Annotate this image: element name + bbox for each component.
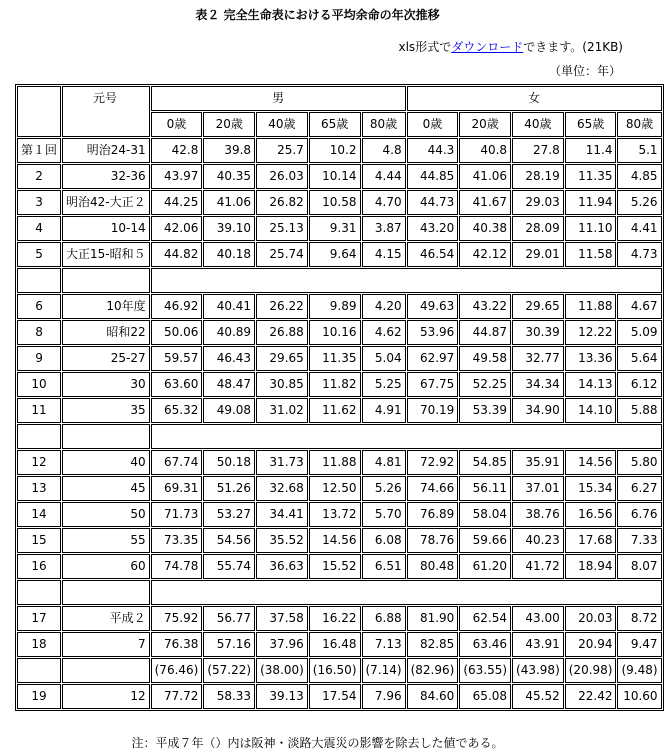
male-life-expectancy-cell: 53.27: [203, 502, 255, 527]
male-life-expectancy-cell: 74.78: [151, 554, 203, 579]
male-life-expectancy-cell: 76.38: [151, 632, 203, 657]
male-life-expectancy-cell: 44.82: [151, 242, 203, 267]
male-life-expectancy-cell: 11.35: [309, 346, 361, 371]
male-life-expectancy-cell: 11.62: [309, 398, 361, 423]
table-row: [17, 554, 662, 579]
survey-period: 12: [62, 684, 150, 709]
female-life-expectancy-cell: 43.00: [512, 606, 564, 631]
female-life-expectancy-cell: 8.72: [617, 606, 661, 631]
female-life-expectancy-cell: 28.09: [512, 216, 564, 241]
female-life-expectancy-cell: 22.42: [565, 684, 617, 709]
survey-number: 15: [17, 528, 61, 553]
header-male: 男: [151, 86, 406, 111]
female-life-expectancy-cell: 44.73: [407, 190, 459, 215]
female-life-expectancy-cell: 62.97: [407, 346, 459, 371]
male-life-expectancy-cell: 77.72: [151, 684, 203, 709]
female-life-expectancy-cell: 30.39: [512, 320, 564, 345]
female-life-expectancy-cell: 15.34: [565, 476, 617, 501]
male-life-expectancy-cell: (16.50): [309, 658, 361, 683]
table-row: [17, 450, 662, 475]
male-life-expectancy-cell: 11.88: [309, 450, 361, 475]
male-life-expectancy-cell: 65.32: [151, 398, 203, 423]
male-life-expectancy-cell: 4.15: [362, 242, 406, 267]
female-life-expectancy-cell: 11.35: [565, 164, 617, 189]
female-life-expectancy-cell: 52.25: [459, 372, 511, 397]
survey-number: 3: [17, 190, 61, 215]
header-no-cell: [17, 86, 61, 137]
table-row: [17, 164, 662, 189]
header-female-age: 0歳: [407, 112, 459, 137]
female-life-expectancy-cell: 14.10: [565, 398, 617, 423]
survey-period: 25-27: [62, 346, 150, 371]
male-life-expectancy-cell: 15.52: [309, 554, 361, 579]
female-life-expectancy-cell: (82.96): [407, 658, 459, 683]
female-life-expectancy-cell: 11.10: [565, 216, 617, 241]
female-life-expectancy-cell: 11.94: [565, 190, 617, 215]
female-life-expectancy-cell: 82.85: [407, 632, 459, 657]
life-expectancy-table: [15, 84, 664, 711]
female-life-expectancy-cell: 44.3: [407, 138, 459, 163]
female-life-expectancy-cell: 59.66: [459, 528, 511, 553]
survey-period: 40: [62, 450, 150, 475]
male-life-expectancy-cell: 50.18: [203, 450, 255, 475]
female-life-expectancy-cell: 37.01: [512, 476, 564, 501]
male-life-expectancy-cell: 16.22: [309, 606, 361, 631]
female-life-expectancy-cell: 11.88: [565, 294, 617, 319]
header-female-age: 65歳: [565, 112, 617, 137]
female-life-expectancy-cell: 5.26: [617, 190, 661, 215]
male-life-expectancy-cell: 51.26: [203, 476, 255, 501]
survey-period: 30: [62, 372, 150, 397]
header-female-age: 80歳: [617, 112, 661, 137]
female-life-expectancy-cell: 78.76: [407, 528, 459, 553]
male-life-expectancy-cell: 75.92: [151, 606, 203, 631]
male-life-expectancy-cell: 67.74: [151, 450, 203, 475]
male-life-expectancy-cell: 39.10: [203, 216, 255, 241]
male-life-expectancy-cell: 55.74: [203, 554, 255, 579]
male-life-expectancy-cell: 5.25: [362, 372, 406, 397]
male-life-expectancy-cell: 35.52: [256, 528, 308, 553]
download-link[interactable]: ダウンロード: [451, 40, 524, 54]
table-row: [17, 398, 662, 423]
male-life-expectancy-cell: 9.31: [309, 216, 361, 241]
female-life-expectancy-cell: 49.58: [459, 346, 511, 371]
female-life-expectancy-cell: 4.85: [617, 164, 661, 189]
download-prefix: xls形式で: [398, 40, 452, 54]
unit-label: （単位：年）: [548, 64, 621, 78]
table-row: [17, 138, 662, 163]
male-life-expectancy-cell: 39.8: [203, 138, 255, 163]
table-row: [17, 372, 662, 397]
female-life-expectancy-cell: (63.55): [459, 658, 511, 683]
female-life-expectancy-cell: 9.47: [617, 632, 661, 657]
table-row: [17, 320, 662, 345]
female-life-expectancy-cell: 56.11: [459, 476, 511, 501]
female-life-expectancy-cell: 84.60: [407, 684, 459, 709]
table-row: [17, 632, 662, 657]
survey-number: 8: [17, 320, 61, 345]
survey-number: 第１回: [17, 138, 61, 163]
female-life-expectancy-cell: 53.96: [407, 320, 459, 345]
table-row: [17, 476, 662, 501]
survey-number: 17: [17, 606, 61, 631]
header-female: 女: [407, 86, 662, 111]
male-life-expectancy-cell: 31.73: [256, 450, 308, 475]
male-life-expectancy-cell: 29.65: [256, 346, 308, 371]
female-life-expectancy-cell: 43.22: [459, 294, 511, 319]
male-life-expectancy-cell: 6.51: [362, 554, 406, 579]
spacer-cell: [62, 268, 150, 293]
header-male-age: 20歳: [203, 112, 255, 137]
female-life-expectancy-cell: 11.58: [565, 242, 617, 267]
female-life-expectancy-cell: 41.06: [459, 164, 511, 189]
male-life-expectancy-cell: 73.35: [151, 528, 203, 553]
female-life-expectancy-cell: 5.09: [617, 320, 661, 345]
male-life-expectancy-cell: 14.56: [309, 528, 361, 553]
female-life-expectancy-cell: 34.90: [512, 398, 564, 423]
female-life-expectancy-cell: 40.23: [512, 528, 564, 553]
male-life-expectancy-cell: 56.77: [203, 606, 255, 631]
male-life-expectancy-cell: 4.44: [362, 164, 406, 189]
female-life-expectancy-cell: (20.98): [565, 658, 617, 683]
male-life-expectancy-cell: 40.41: [203, 294, 255, 319]
female-life-expectancy-cell: 5.88: [617, 398, 661, 423]
female-life-expectancy-cell: 6.12: [617, 372, 661, 397]
female-life-expectancy-cell: 41.72: [512, 554, 564, 579]
survey-number: 10: [17, 372, 61, 397]
female-life-expectancy-cell: 45.52: [512, 684, 564, 709]
female-life-expectancy-cell: 46.54: [407, 242, 459, 267]
male-life-expectancy-cell: 37.58: [256, 606, 308, 631]
male-life-expectancy-cell: 10.14: [309, 164, 361, 189]
male-life-expectancy-cell: 3.87: [362, 216, 406, 241]
female-life-expectancy-cell: 40.8: [459, 138, 511, 163]
male-life-expectancy-cell: 4.70: [362, 190, 406, 215]
download-suffix: できます。(21KB): [523, 40, 623, 54]
spacer-row: [17, 424, 662, 449]
male-life-expectancy-cell: 4.8: [362, 138, 406, 163]
female-life-expectancy-cell: 61.20: [459, 554, 511, 579]
female-life-expectancy-cell: 5.1: [617, 138, 661, 163]
table-row: [17, 190, 662, 215]
female-life-expectancy-cell: 34.34: [512, 372, 564, 397]
female-life-expectancy-cell: 53.39: [459, 398, 511, 423]
female-life-expectancy-cell: 14.13: [565, 372, 617, 397]
female-life-expectancy-cell: 8.07: [617, 554, 661, 579]
female-life-expectancy-cell: 4.67: [617, 294, 661, 319]
survey-period: 平成２: [62, 606, 150, 631]
female-life-expectancy-cell: 4.73: [617, 242, 661, 267]
male-life-expectancy-cell: 26.22: [256, 294, 308, 319]
table-row: [17, 606, 662, 631]
table-row: [17, 216, 662, 241]
survey-period: 50: [62, 502, 150, 527]
male-life-expectancy-cell: 25.7: [256, 138, 308, 163]
male-life-expectancy-cell: (57.22): [203, 658, 255, 683]
footnote: 注：平成７年（）内は阪神・淡路大震災の影響を除去した値である。: [131, 736, 504, 750]
spacer-row: [17, 580, 662, 605]
header-male-age: 65歳: [309, 112, 361, 137]
female-life-expectancy-cell: 41.67: [459, 190, 511, 215]
male-life-expectancy-cell: 46.43: [203, 346, 255, 371]
header-male-age: 0歳: [151, 112, 203, 137]
female-life-expectancy-cell: 28.19: [512, 164, 564, 189]
female-life-expectancy-cell: 11.4: [565, 138, 617, 163]
spacer-row: [17, 268, 662, 293]
male-life-expectancy-cell: 36.63: [256, 554, 308, 579]
female-life-expectancy-cell: 4.41: [617, 216, 661, 241]
header-female-age: 20歳: [459, 112, 511, 137]
female-life-expectancy-cell: 12.22: [565, 320, 617, 345]
male-life-expectancy-cell: 44.25: [151, 190, 203, 215]
survey-period: 35: [62, 398, 150, 423]
male-life-expectancy-cell: 5.70: [362, 502, 406, 527]
female-life-expectancy-cell: 80.48: [407, 554, 459, 579]
female-life-expectancy-cell: 49.63: [407, 294, 459, 319]
table-row: [17, 346, 662, 371]
male-life-expectancy-cell: 41.06: [203, 190, 255, 215]
table-row: [17, 684, 662, 709]
male-life-expectancy-cell: (76.46): [151, 658, 203, 683]
header-male-age: 80歳: [362, 112, 406, 137]
female-life-expectancy-cell: 13.36: [565, 346, 617, 371]
female-life-expectancy-cell: 18.94: [565, 554, 617, 579]
male-life-expectancy-cell: 13.72: [309, 502, 361, 527]
survey-number: 11: [17, 398, 61, 423]
female-life-expectancy-cell: 29.01: [512, 242, 564, 267]
table-row: [17, 294, 662, 319]
male-life-expectancy-cell: 30.85: [256, 372, 308, 397]
survey-number: [17, 658, 61, 683]
download-line: [399, 38, 624, 55]
male-life-expectancy-cell: 26.88: [256, 320, 308, 345]
female-life-expectancy-cell: 29.03: [512, 190, 564, 215]
male-life-expectancy-cell: 40.35: [203, 164, 255, 189]
female-life-expectancy-cell: 16.56: [565, 502, 617, 527]
survey-number: 16: [17, 554, 61, 579]
male-life-expectancy-cell: 39.13: [256, 684, 308, 709]
male-life-expectancy-cell: 46.92: [151, 294, 203, 319]
male-life-expectancy-cell: 34.41: [256, 502, 308, 527]
female-life-expectancy-cell: (43.98): [512, 658, 564, 683]
female-life-expectancy-cell: 67.75: [407, 372, 459, 397]
male-life-expectancy-cell: 43.97: [151, 164, 203, 189]
male-life-expectancy-cell: 26.82: [256, 190, 308, 215]
table-row: [17, 242, 662, 267]
spacer-cell: [62, 424, 150, 449]
survey-period: 10年度: [62, 294, 150, 319]
female-life-expectancy-cell: 14.56: [565, 450, 617, 475]
male-life-expectancy-cell: 71.73: [151, 502, 203, 527]
female-life-expectancy-cell: 72.92: [407, 450, 459, 475]
survey-period: [62, 658, 150, 683]
male-life-expectancy-cell: 4.62: [362, 320, 406, 345]
male-life-expectancy-cell: 5.26: [362, 476, 406, 501]
male-life-expectancy-cell: (38.00): [256, 658, 308, 683]
female-life-expectancy-cell: 32.77: [512, 346, 564, 371]
survey-period: 明治42-大正２: [62, 190, 150, 215]
female-life-expectancy-cell: 44.87: [459, 320, 511, 345]
male-life-expectancy-cell: 7.13: [362, 632, 406, 657]
male-life-expectancy-cell: 49.08: [203, 398, 255, 423]
spacer-cell: [151, 580, 662, 605]
female-life-expectancy-cell: 62.54: [459, 606, 511, 631]
male-life-expectancy-cell: 42.8: [151, 138, 203, 163]
male-life-expectancy-cell: 59.57: [151, 346, 203, 371]
header-era: 元号: [62, 86, 150, 137]
male-life-expectancy-cell: 63.60: [151, 372, 203, 397]
male-life-expectancy-cell: 6.08: [362, 528, 406, 553]
male-life-expectancy-cell: 4.81: [362, 450, 406, 475]
female-life-expectancy-cell: 10.60: [617, 684, 661, 709]
male-life-expectancy-cell: 48.47: [203, 372, 255, 397]
survey-number: 9: [17, 346, 61, 371]
female-life-expectancy-cell: 5.64: [617, 346, 661, 371]
male-life-expectancy-cell: 10.58: [309, 190, 361, 215]
female-life-expectancy-cell: 20.94: [565, 632, 617, 657]
male-life-expectancy-cell: 42.06: [151, 216, 203, 241]
female-life-expectancy-cell: 5.80: [617, 450, 661, 475]
survey-period: 7: [62, 632, 150, 657]
female-life-expectancy-cell: 65.08: [459, 684, 511, 709]
male-life-expectancy-cell: 4.20: [362, 294, 406, 319]
female-life-expectancy-cell: 43.91: [512, 632, 564, 657]
male-life-expectancy-cell: 69.31: [151, 476, 203, 501]
female-life-expectancy-cell: 76.89: [407, 502, 459, 527]
female-life-expectancy-cell: 7.33: [617, 528, 661, 553]
spacer-cell: [62, 580, 150, 605]
spacer-cell: [151, 424, 662, 449]
male-life-expectancy-cell: 50.06: [151, 320, 203, 345]
survey-number: 13: [17, 476, 61, 501]
female-life-expectancy-cell: 6.27: [617, 476, 661, 501]
female-life-expectancy-cell: 54.85: [459, 450, 511, 475]
table-row: [17, 502, 662, 527]
survey-number: 12: [17, 450, 61, 475]
survey-period: 32-36: [62, 164, 150, 189]
female-life-expectancy-cell: 58.04: [459, 502, 511, 527]
survey-number: 19: [17, 684, 61, 709]
male-life-expectancy-cell: 40.89: [203, 320, 255, 345]
spacer-cell: [17, 268, 61, 293]
header-male-age: 40歳: [256, 112, 308, 137]
male-life-expectancy-cell: 32.68: [256, 476, 308, 501]
survey-number: 18: [17, 632, 61, 657]
female-life-expectancy-cell: 42.12: [459, 242, 511, 267]
male-life-expectancy-cell: 11.82: [309, 372, 361, 397]
male-life-expectancy-cell: 4.91: [362, 398, 406, 423]
female-life-expectancy-cell: 74.66: [407, 476, 459, 501]
male-life-expectancy-cell: 25.13: [256, 216, 308, 241]
header-row-sex: [17, 86, 662, 111]
male-life-expectancy-cell: 10.2: [309, 138, 361, 163]
female-life-expectancy-cell: 27.8: [512, 138, 564, 163]
male-life-expectancy-cell: 37.96: [256, 632, 308, 657]
survey-period: 60: [62, 554, 150, 579]
male-life-expectancy-cell: 5.04: [362, 346, 406, 371]
spacer-cell: [17, 424, 61, 449]
male-life-expectancy-cell: (7.14): [362, 658, 406, 683]
male-life-expectancy-cell: 17.54: [309, 684, 361, 709]
female-life-expectancy-cell: 43.20: [407, 216, 459, 241]
survey-number: 2: [17, 164, 61, 189]
female-life-expectancy-cell: 6.76: [617, 502, 661, 527]
female-life-expectancy-cell: 35.91: [512, 450, 564, 475]
male-life-expectancy-cell: 40.18: [203, 242, 255, 267]
male-life-expectancy-cell: 16.48: [309, 632, 361, 657]
male-life-expectancy-cell: 6.88: [362, 606, 406, 631]
female-life-expectancy-cell: 17.68: [565, 528, 617, 553]
male-life-expectancy-cell: 58.33: [203, 684, 255, 709]
male-life-expectancy-cell: 12.50: [309, 476, 361, 501]
spacer-cell: [17, 580, 61, 605]
survey-number: 4: [17, 216, 61, 241]
table-title: 表２ 完全生命表における平均余命の年次推移: [195, 8, 440, 22]
header-female-age: 40歳: [512, 112, 564, 137]
survey-period: 明治24-31: [62, 138, 150, 163]
female-life-expectancy-cell: 70.19: [407, 398, 459, 423]
spacer-cell: [151, 268, 662, 293]
male-life-expectancy-cell: 54.56: [203, 528, 255, 553]
male-life-expectancy-cell: 9.89: [309, 294, 361, 319]
table-row: [17, 528, 662, 553]
female-life-expectancy-cell: (9.48): [617, 658, 661, 683]
female-life-expectancy-cell: 20.03: [565, 606, 617, 631]
female-life-expectancy-cell: 44.85: [407, 164, 459, 189]
male-life-expectancy-cell: 10.16: [309, 320, 361, 345]
survey-number: 6: [17, 294, 61, 319]
male-life-expectancy-cell: 31.02: [256, 398, 308, 423]
male-life-expectancy-cell: 26.03: [256, 164, 308, 189]
survey-number: 5: [17, 242, 61, 267]
male-life-expectancy-cell: 25.74: [256, 242, 308, 267]
survey-period: 45: [62, 476, 150, 501]
male-life-expectancy-cell: 57.16: [203, 632, 255, 657]
survey-period: 昭和22: [62, 320, 150, 345]
table-row: [17, 658, 662, 683]
survey-period: 55: [62, 528, 150, 553]
survey-number: 14: [17, 502, 61, 527]
female-life-expectancy-cell: 38.76: [512, 502, 564, 527]
female-life-expectancy-cell: 40.38: [459, 216, 511, 241]
female-life-expectancy-cell: 29.65: [512, 294, 564, 319]
female-life-expectancy-cell: 63.46: [459, 632, 511, 657]
male-life-expectancy-cell: 9.64: [309, 242, 361, 267]
female-life-expectancy-cell: 81.90: [407, 606, 459, 631]
male-life-expectancy-cell: 7.96: [362, 684, 406, 709]
survey-period: 大正15-昭和５: [62, 242, 150, 267]
survey-period: 10-14: [62, 216, 150, 241]
